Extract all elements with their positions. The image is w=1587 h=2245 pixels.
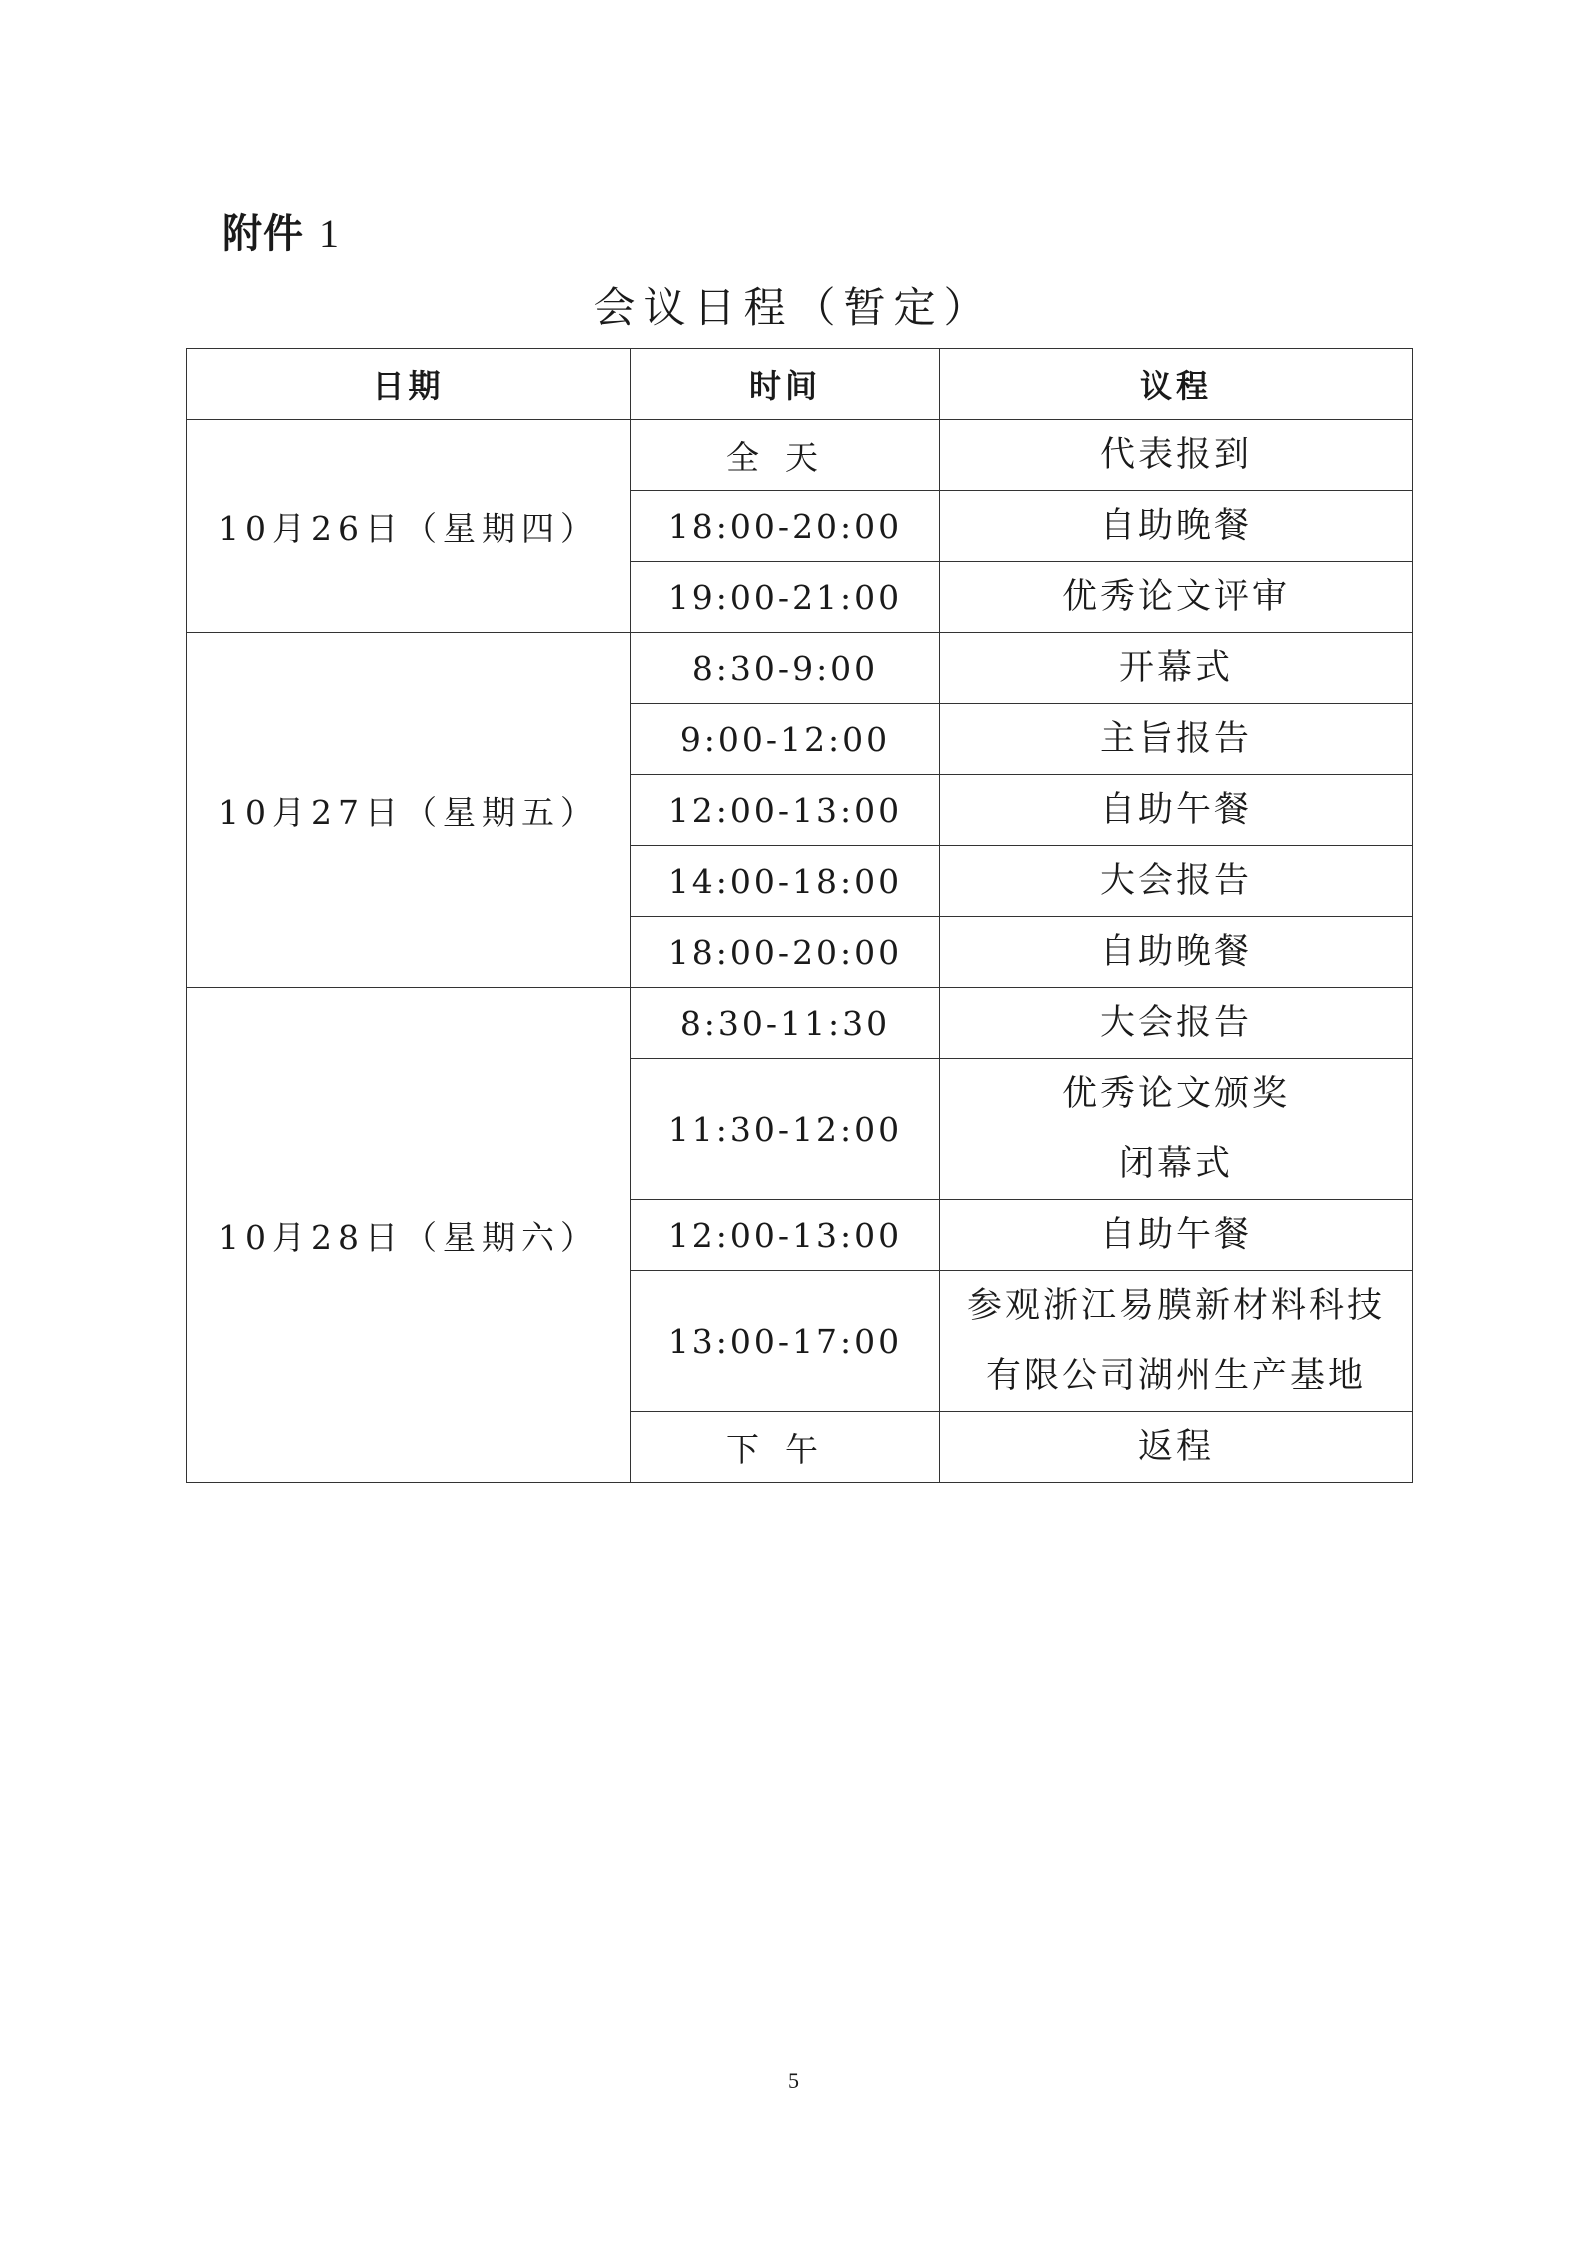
time-cell: 11:30-12:00 (631, 1059, 940, 1200)
time-cell: 下午 (631, 1412, 940, 1483)
agenda-line: 优秀论文颁奖 (1061, 1074, 1290, 1114)
agenda-cell: 自助午餐 (940, 1200, 1413, 1271)
header-agenda: 议程 (940, 349, 1413, 420)
time-cell: 8:30-9:00 (631, 633, 940, 704)
time-cell: 18:00-20:00 (631, 917, 940, 988)
attachment-label (222, 202, 340, 259)
agenda-cell: 大会报告 (940, 846, 1413, 917)
schedule-table (186, 348, 1413, 1483)
page-number: 5 (788, 2068, 799, 2093)
agenda-cell: 自助晚餐 (940, 491, 1413, 562)
header-date: 日期 (187, 349, 631, 420)
table-row (187, 420, 1413, 491)
agenda-cell: 返程 (940, 1412, 1413, 1483)
agenda-cell (940, 1271, 1413, 1412)
agenda-line: 闭幕式 (1118, 1144, 1233, 1184)
time-cell: 18:00-20:00 (631, 491, 940, 562)
agenda-cell: 自助晚餐 (940, 917, 1413, 988)
time-cell: 12:00-13:00 (631, 775, 940, 846)
page-title: 会议日程（暂定） (593, 283, 994, 332)
agenda-line: 参观浙江易膜新材料科技 (966, 1286, 1385, 1326)
time-cell: 9:00-12:00 (631, 704, 940, 775)
table-row (187, 633, 1413, 704)
time-cell: 13:00-17:00 (631, 1271, 940, 1412)
attachment-number: 1 (318, 211, 340, 256)
agenda-cell: 主旨报告 (940, 704, 1413, 775)
agenda-cell: 大会报告 (940, 988, 1413, 1059)
agenda-cell: 代表报到 (940, 420, 1413, 491)
table-row (187, 988, 1413, 1059)
header-time: 时间 (631, 349, 940, 420)
time-cell: 12:00-13:00 (631, 1200, 940, 1271)
agenda-cell (940, 1059, 1413, 1200)
time-cell: 8:30-11:30 (631, 988, 940, 1059)
agenda-cell: 优秀论文评审 (940, 562, 1413, 633)
time-cell: 全天 (631, 420, 940, 491)
time-cell: 14:00-18:00 (631, 846, 940, 917)
agenda-cell: 开幕式 (940, 633, 1413, 704)
date-cell: 10月27日（星期五） (187, 633, 631, 988)
table-header-row (187, 349, 1413, 420)
agenda-line: 有限公司湖州生产基地 (985, 1356, 1366, 1396)
agenda-cell: 自助午餐 (940, 775, 1413, 846)
date-cell: 10月28日（星期六） (187, 988, 631, 1483)
attachment-label-text: 附件 (222, 211, 304, 257)
date-cell: 10月26日（星期四） (187, 420, 631, 633)
time-cell: 19:00-21:00 (631, 562, 940, 633)
